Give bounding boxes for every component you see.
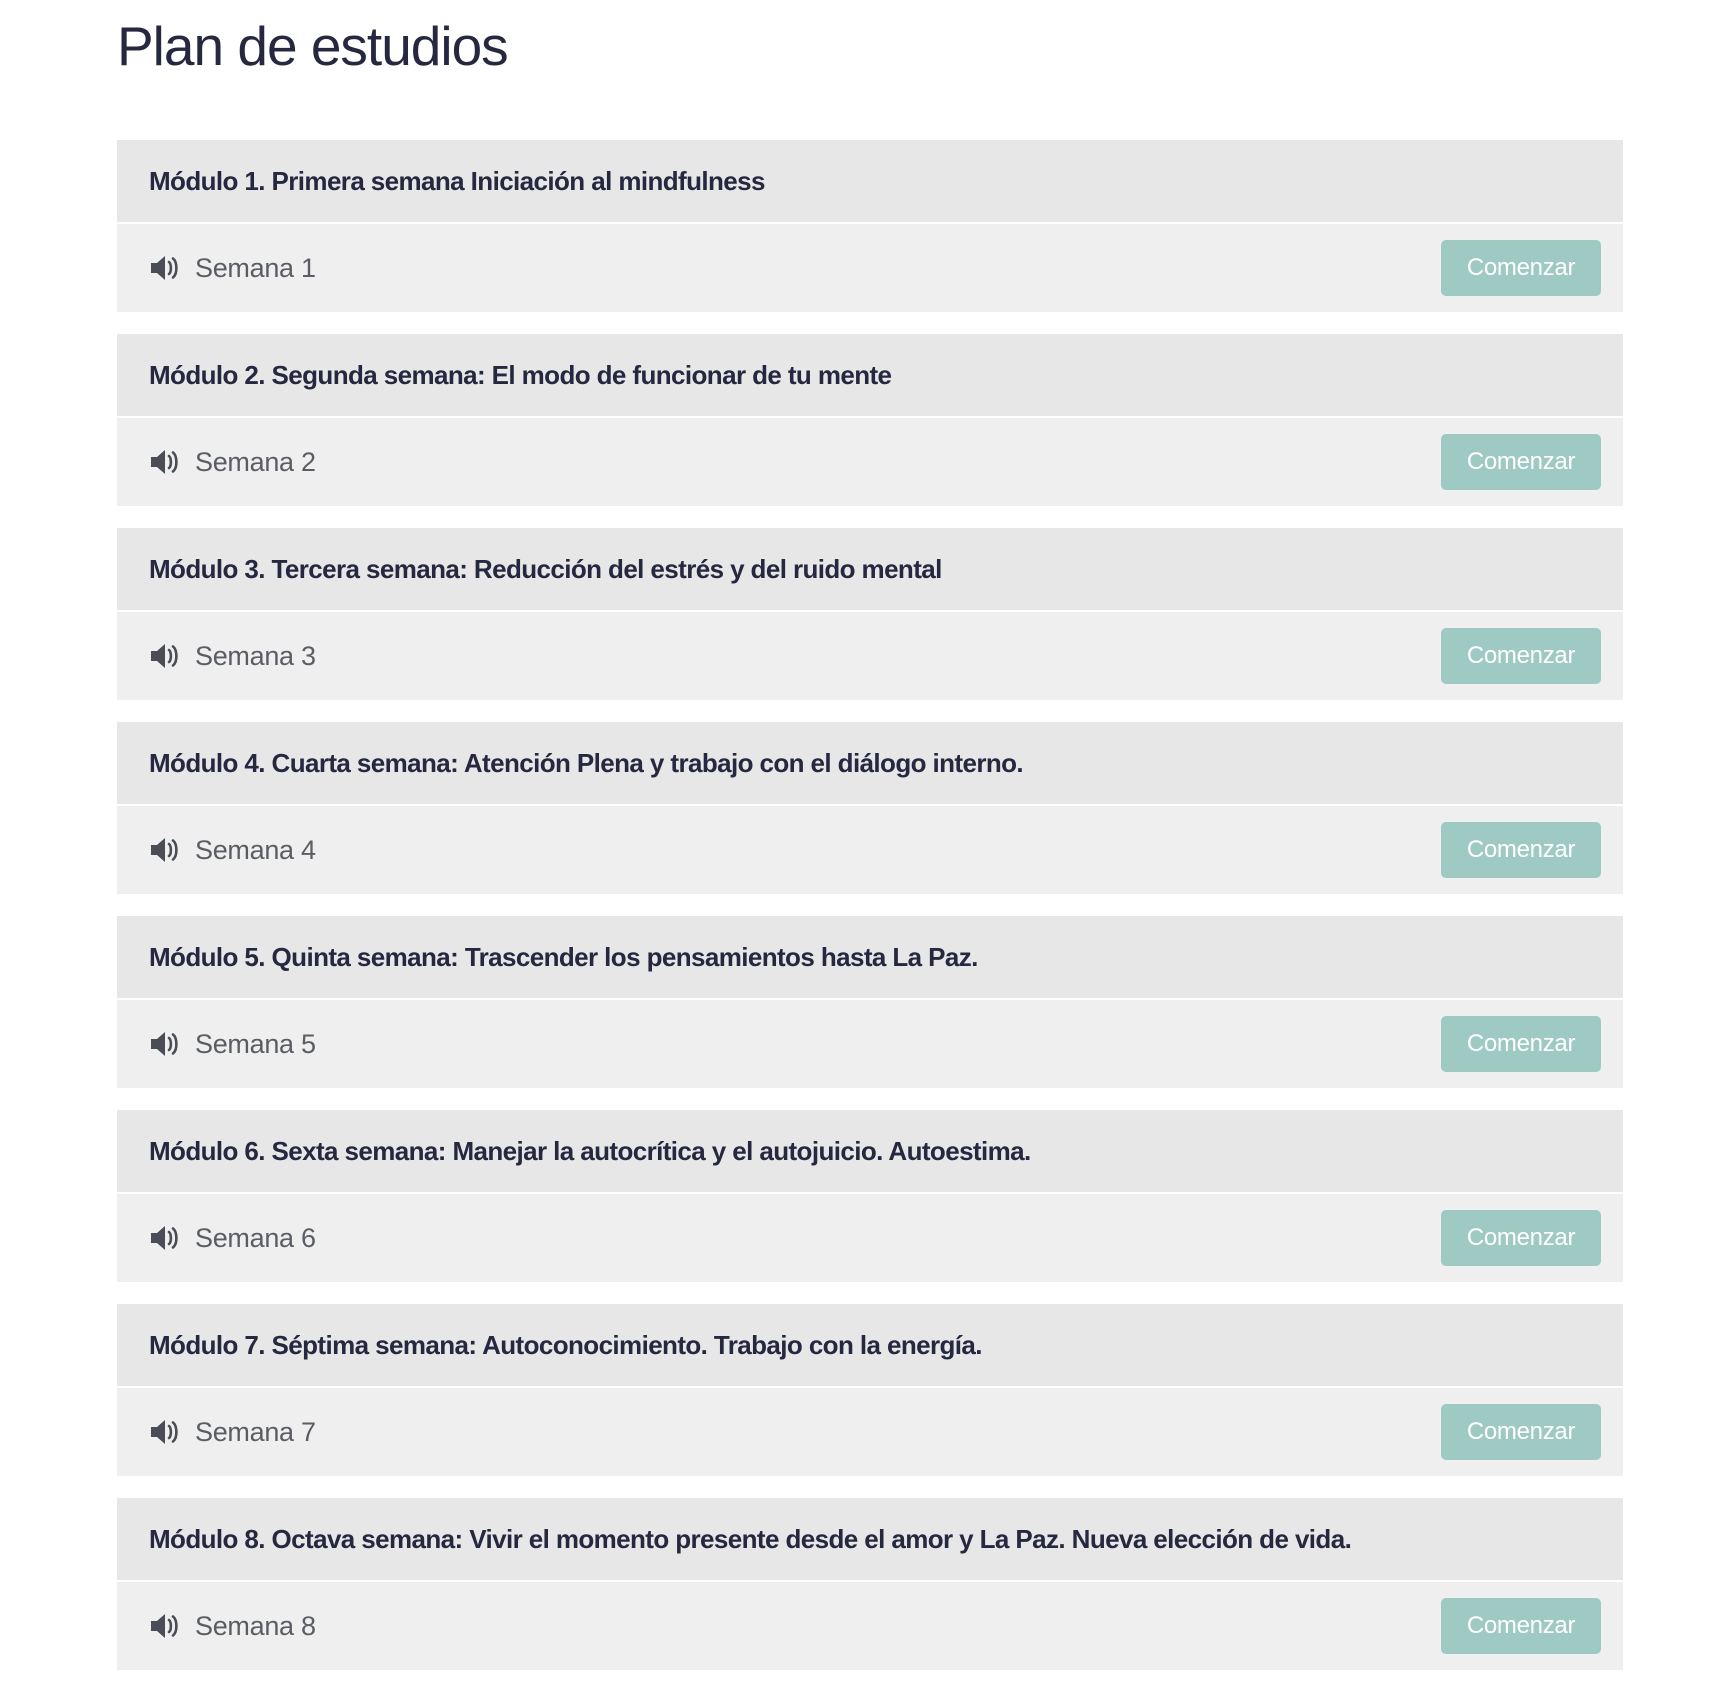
module-title: Módulo 2. Segunda semana: El modo de funcionar de tu mente (149, 359, 892, 390)
module (117, 334, 1623, 506)
speaker-icon (149, 1030, 181, 1058)
lesson-label[interactable]: Semana 6 (195, 1222, 316, 1253)
module-list (117, 140, 1623, 1692)
module-title: Módulo 3. Tercera semana: Reducción del estrés y del ruido mental (149, 553, 942, 584)
start-button[interactable]: Comenzar (1441, 434, 1601, 490)
module (117, 528, 1623, 700)
module-title: Módulo 1. Primera semana Iniciación al mindfulness (149, 165, 765, 196)
lesson-row[interactable] (117, 1582, 1623, 1670)
lesson-label[interactable]: Semana 5 (195, 1028, 316, 1059)
start-button[interactable]: Comenzar (1441, 628, 1601, 684)
start-button[interactable]: Comenzar (1441, 822, 1601, 878)
module (117, 1110, 1623, 1282)
lesson-label[interactable]: Semana 8 (195, 1610, 316, 1641)
module-title: Módulo 7. Séptima semana: Autoconocimiento. Trabajo con la energía. (149, 1329, 982, 1360)
lesson-row[interactable] (117, 418, 1623, 506)
module-title: Módulo 4. Cuarta semana: Atención Plena y trabajo con el diálogo interno. (149, 747, 1024, 778)
module-header (117, 528, 1623, 610)
module-title: Módulo 8. Octava semana: Vivir el momento presente desde el amor y La Paz. Nueva elección de vida. (149, 1523, 1352, 1554)
lesson-label[interactable]: Semana 3 (195, 640, 316, 671)
start-button[interactable]: Comenzar (1441, 1598, 1601, 1654)
module (117, 1498, 1623, 1670)
start-button[interactable]: Comenzar (1441, 240, 1601, 296)
lesson-row[interactable] (117, 224, 1623, 312)
module-header (117, 140, 1623, 222)
lesson-row[interactable] (117, 1194, 1623, 1282)
lesson-row[interactable] (117, 1388, 1623, 1476)
lesson-row[interactable] (117, 612, 1623, 700)
module (117, 722, 1623, 894)
module (117, 916, 1623, 1088)
module (117, 1304, 1623, 1476)
speaker-icon (149, 642, 181, 670)
speaker-icon (149, 836, 181, 864)
module-header (117, 722, 1623, 804)
module (117, 140, 1623, 312)
lesson-row[interactable] (117, 806, 1623, 894)
lesson-row[interactable] (117, 1000, 1623, 1088)
page-title: Plan de estudios (117, 15, 508, 77)
lesson-label[interactable]: Semana 7 (195, 1416, 316, 1447)
module-header (117, 916, 1623, 998)
speaker-icon (149, 1418, 181, 1446)
module-header (117, 1304, 1623, 1386)
module-header (117, 1498, 1623, 1580)
speaker-icon (149, 1224, 181, 1252)
lesson-label[interactable]: Semana 2 (195, 446, 316, 477)
start-button[interactable]: Comenzar (1441, 1016, 1601, 1072)
module-title: Módulo 6. Sexta semana: Manejar la autocrítica y el autojuicio. Autoestima. (149, 1135, 1031, 1166)
start-button[interactable]: Comenzar (1441, 1404, 1601, 1460)
speaker-icon (149, 1612, 181, 1640)
module-header (117, 1110, 1623, 1192)
lesson-label[interactable]: Semana 4 (195, 834, 316, 865)
speaker-icon (149, 254, 181, 282)
lesson-label[interactable]: Semana 1 (195, 252, 316, 283)
start-button[interactable]: Comenzar (1441, 1210, 1601, 1266)
module-title: Módulo 5. Quinta semana: Trascender los pensamientos hasta La Paz. (149, 941, 978, 972)
module-header (117, 334, 1623, 416)
speaker-icon (149, 448, 181, 476)
